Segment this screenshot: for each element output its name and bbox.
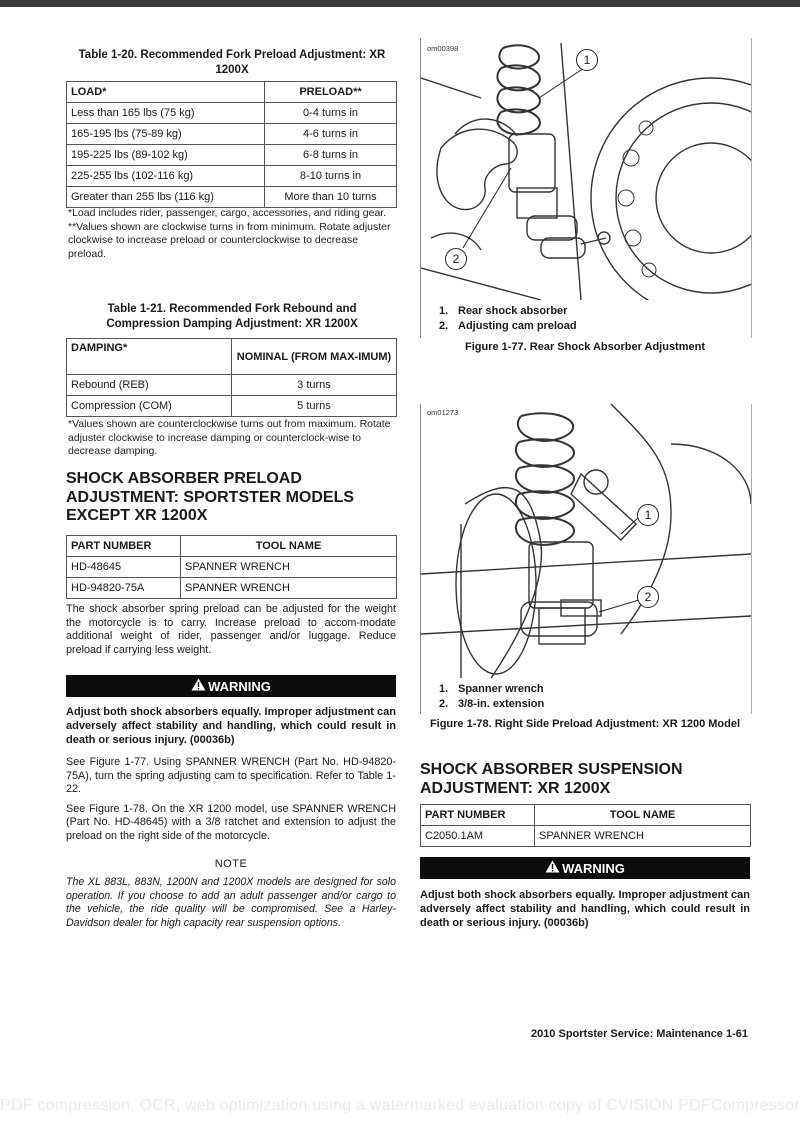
preload-cell: 0-4 turns in [265, 103, 397, 124]
column-header-damping: DAMPING* [67, 339, 232, 375]
preload-cell: 8-10 turns in [265, 166, 397, 187]
damping-cell: Rebound (REB) [67, 375, 232, 396]
nominal-cell: 5 turns [232, 396, 397, 417]
preload-cell: 6-8 turns in [265, 145, 397, 166]
table-header-row [67, 536, 397, 557]
table-footnote: *Values shown are counterclockwise turns out from maximum. Rotate adjuster clockwise to increase damping or counterclock-wise to decrease damping. [68, 418, 391, 457]
callout-1: 1 [637, 504, 659, 526]
figure-1-77 [420, 38, 752, 338]
table-1-20-footnotes [68, 207, 394, 261]
load-cell: 165-195 lbs (75-89 kg) [67, 124, 265, 145]
legend-item: 2. Adjusting cam preload [439, 320, 577, 332]
table-1-21-caption-line2: Compression Damping Adjustment: XR 1200X [106, 318, 358, 330]
table-row [67, 103, 397, 124]
load-cell: 195-225 lbs (89-102 kg) [67, 145, 265, 166]
figure-1-78-caption: Figure 1-78. Right Side Preload Adjustment: XR 1200 Model [429, 718, 741, 730]
tools-table-suspension [420, 804, 751, 847]
column-header-part-number: PART NUMBER [421, 805, 535, 826]
table-1-21 [66, 338, 397, 417]
figure-1-77-legend [439, 304, 577, 334]
load-cell: Less than 165 lbs (75 kg) [67, 103, 265, 124]
column-header-tool-name: TOOL NAME [535, 805, 751, 826]
warning-label: WARNING [562, 860, 625, 876]
figure-1-78 [420, 404, 752, 714]
table-1-21-caption-line1: Table 1-21. Recommended Fork Rebound and [107, 303, 357, 315]
section1-body [66, 603, 396, 663]
damping-cell: Compression (COM) [67, 396, 232, 417]
callout-1: 1 [576, 49, 598, 71]
note-text: The XL 883L, 883N, 1200N and 1200X models are designed for solo operation. If you choose to add an adult passenger and/or cargo to the vehicle, the ride quality will be compromised. See a Harley-Davidson dealer for high capacity rear suspension options. [66, 876, 396, 929]
column-header-preload: PRELOAD** [265, 82, 397, 103]
table-1-20-caption-line2: 1200X [215, 64, 249, 76]
tools-table-preload [66, 535, 397, 599]
body-paragraph: The shock absorber spring preload can be adjusted for the weight the motorcycle is to carry. Increase preload to accom-modate additional weight of rider, passenger and/or luggage. Reduce preload if carrying less weight. [66, 603, 396, 656]
load-cell: Greater than 255 lbs (116 kg) [67, 187, 265, 208]
table-row [67, 578, 397, 599]
section1-instructions [66, 756, 396, 850]
callout-2: 2 [637, 586, 659, 608]
figure-1-78-legend [439, 682, 544, 712]
column-header-tool-name: TOOL NAME [181, 536, 397, 557]
part-number-cell: C2050.1AM [421, 826, 535, 847]
warning-triangle-icon [191, 678, 206, 694]
right-side-preload-illustration [421, 404, 751, 678]
table-header-row [67, 82, 397, 103]
table-1-21-caption [66, 302, 398, 332]
callout-2: 2 [445, 248, 467, 270]
figure-id-label: om01273 [427, 408, 459, 417]
section-heading-preload: SHOCK ABSORBER PRELOAD ADJUSTMENT: SPORTSTER MODELS EXCEPT XR 1200X [66, 470, 355, 524]
warning-text: Adjust both shock absorbers equally. Improper adjustment can adversely affect stability and handling, which could result in death or serious injury. (00036b) [420, 889, 750, 929]
tool-name-cell: SPANNER WRENCH [181, 557, 397, 578]
warning-banner [420, 857, 750, 879]
part-number-cell: HD-94820-75A [67, 578, 181, 599]
part-number-cell: HD-48645 [67, 557, 181, 578]
table-row [67, 396, 397, 417]
nominal-cell: 3 turns [232, 375, 397, 396]
legend-item: 2. 3/8-in. extension [439, 698, 545, 710]
rear-shock-absorber-illustration [421, 38, 751, 300]
table-row [67, 187, 397, 208]
figure-id-label: om00398 [427, 44, 459, 53]
legend-item: 1. Spanner wrench [439, 683, 544, 695]
table-row [67, 166, 397, 187]
body-paragraph: See Figure 1-77. Using SPANNER WRENCH (Part No. HD-94820-75A), turn the spring adjusting cam to specification. Refer to Table 1-22. [66, 756, 396, 796]
table-row [67, 145, 397, 166]
table-header-row [67, 339, 397, 375]
tool-name-cell: SPANNER WRENCH [181, 578, 397, 599]
table-footnote: *Load includes rider, passenger, cargo, accessories, and riding gear. [68, 207, 387, 219]
table-footnote: **Values shown are clockwise turns in from minimum. Rotate adjuster clockwise to increase preload or counterclockwise to decrease preload. [68, 220, 391, 260]
table-row [67, 557, 397, 578]
column-header-part-number: PART NUMBER [67, 536, 181, 557]
note-title: NOTE [214, 858, 248, 870]
table-header-row [421, 805, 751, 826]
figure-1-77-caption: Figure 1-77. Rear Shock Absorber Adjustment [464, 341, 706, 353]
table-1-20-caption [66, 48, 398, 78]
table-1-21-footnote [68, 418, 394, 459]
table-row [67, 375, 397, 396]
watermark-text: PDF compression, OCR, web optimization using a watermarked evaluation copy of CVISION PDFCompressor [0, 1097, 800, 1114]
warning-label: WARNING [208, 678, 271, 694]
body-paragraph: See Figure 1-78. On the XR 1200 model, use SPANNER WRENCH (Part No. HD-48645) with a 3/8 ratchet and extension to adjust the preload on the right side of the motorcycle. [66, 802, 396, 842]
section-heading-suspension: SHOCK ABSORBER SUSPENSION ADJUSTMENT: XR 1200X [420, 761, 683, 797]
tool-name-cell: SPANNER WRENCH [535, 826, 751, 847]
legend-item: 1. Rear shock absorber [439, 305, 568, 317]
load-cell: 225-255 lbs (102-116 kg) [67, 166, 265, 187]
preload-cell: More than 10 turns [265, 187, 397, 208]
table-row [421, 826, 751, 847]
column-header-load: LOAD* [67, 82, 265, 103]
table-row [67, 124, 397, 145]
warning-text: Adjust both shock absorbers equally. Improper adjustment can adversely affect stability and handling, which could result in death or serious injury. (00036b) [66, 706, 396, 746]
preload-cell: 4-6 turns in [265, 124, 397, 145]
warning-banner [66, 675, 396, 697]
table-1-20-caption-line1: Table 1-20. Recommended Fork Preload Adjustment: XR [78, 49, 386, 61]
column-header-nominal: NOMINAL (FROM MAX-IMUM) [232, 339, 397, 375]
warning-triangle-icon [545, 860, 560, 876]
top-edge-bar [0, 0, 800, 7]
table-1-20 [66, 81, 397, 208]
page-footer: 2010 Sportster Service: Maintenance 1-61 [530, 1028, 748, 1040]
